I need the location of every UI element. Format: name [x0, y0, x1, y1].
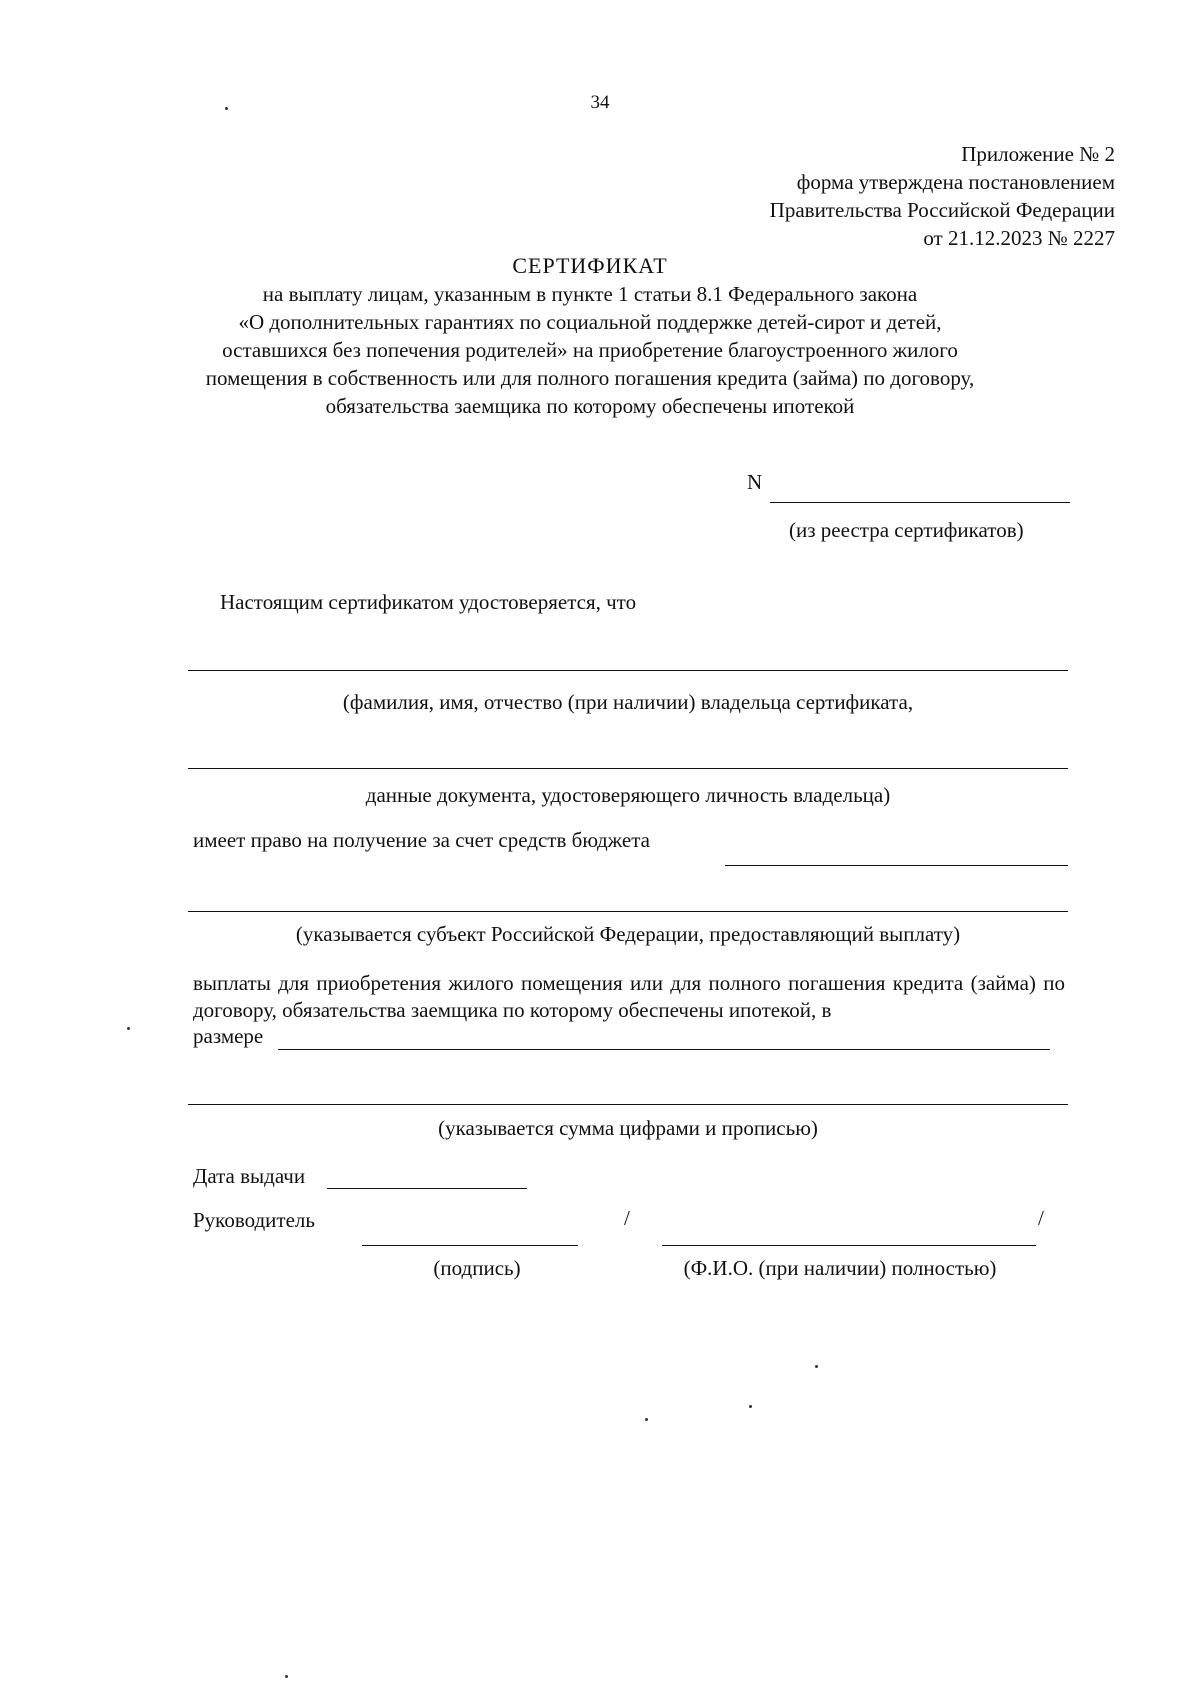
owner-caption: (фамилия, имя, отчество (при наличии) владельца сертификата,: [342, 690, 914, 714]
appendix-header: [515, 140, 1115, 252]
subject-line[interactable]: [188, 911, 1068, 912]
scan-speck: [749, 1405, 752, 1408]
subtitle-line: «О дополнительных гарантиях по социальной поддержке детей-сирот и детей,: [238, 310, 942, 334]
owner-document-line[interactable]: [188, 768, 1068, 769]
amount-line[interactable]: [278, 1049, 1050, 1050]
head-label: Руководитель: [193, 1208, 315, 1232]
scan-speck: [127, 1027, 130, 1030]
budget-line[interactable]: [725, 865, 1068, 866]
amount-caption: (указывается сумма цифрами и прописью): [438, 1116, 818, 1140]
number-caption: (из реестра сертификатов): [789, 518, 1024, 542]
signature-caption: (подпись): [433, 1256, 521, 1280]
scan-speck: [645, 1418, 648, 1421]
amount-words-line[interactable]: [188, 1104, 1068, 1105]
appendix-decree-date: от 21.12.2023 № 2227: [923, 226, 1115, 250]
subject-caption: (указывается субъект Российской Федерации, предоставляющий выплату): [295, 922, 961, 946]
issue-date-label: Дата выдачи: [193, 1164, 306, 1188]
subtitle-line: помещения в собственность или для полного погашения кредита (займа) по договору,: [205, 366, 975, 390]
fio-caption: (Ф.И.О. (при наличии) полностью): [683, 1256, 997, 1280]
fio-line[interactable]: [662, 1245, 1036, 1246]
payment-text: выплаты для приобретения жилого помещения или для полного погашения кредита (займа) по договору, обязательства заемщика по которому обеспечены ипотекой, в: [193, 971, 1065, 1022]
appendix-form-note: форма утверждена постановлением: [796, 170, 1115, 194]
page-number: 34: [590, 92, 610, 113]
appendix-government: Правительства Российской Федерации: [769, 198, 1115, 222]
slash-separator: /: [1038, 1206, 1044, 1230]
appendix-number: Приложение № 2: [961, 142, 1115, 166]
subtitle-line: оставшихся без попечения родителей» на приобретение благоустроенного жилого: [222, 338, 958, 362]
amount-label: размере: [193, 1024, 264, 1048]
scan-speck: [815, 1365, 818, 1368]
issue-date-line[interactable]: [327, 1188, 527, 1189]
scan-speck: [225, 107, 228, 110]
subtitle-line: обязательства заемщика по которому обеспечены ипотекой: [325, 394, 855, 418]
scan-speck: [285, 1675, 288, 1678]
owner-name-line[interactable]: [188, 670, 1068, 671]
slash-separator: /: [624, 1206, 630, 1230]
certificate-heading: СЕРТИФИКАТ: [512, 253, 668, 278]
right-text: имеет право на получение за счет средств бюджета: [193, 828, 650, 852]
certify-text: Настоящим сертификатом удостоверяется, что: [220, 590, 637, 614]
number-input-line[interactable]: [770, 502, 1070, 503]
certificate-title-block: [150, 252, 1030, 420]
subtitle-line: на выплату лицам, указанным в пункте 1 статьи 8.1 Федерального закона: [262, 282, 918, 306]
signature-line[interactable]: [362, 1245, 578, 1246]
document-caption: данные документа, удостоверяющего личность владельца): [365, 783, 891, 807]
number-label: N: [747, 470, 763, 494]
